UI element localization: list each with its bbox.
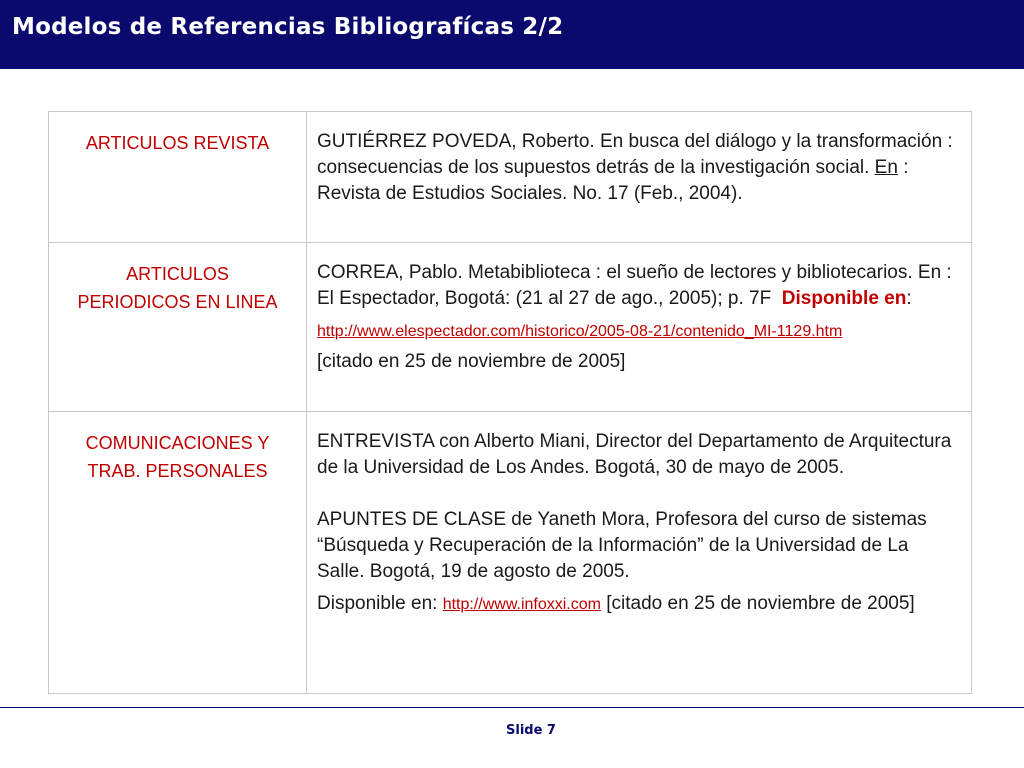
table-row: [49, 243, 972, 412]
reference-text: ENTREVISTA con Alberto Miani, Director del Departamento de Arquitectura de la Universidad de Los Andes. Bogotá, 30 de mayo de 2005.: [317, 431, 952, 478]
category-cell: [49, 243, 307, 412]
slide-title: Modelos de Referencias Bibliografícas 2/2: [12, 14, 564, 40]
reference-text: APUNTES DE CLASE de Yaneth Mora, Profesora del curso de sistemas “Búsqueda y Recuperación de la Información” de la Universidad de La Salle. Bogotá, 19 de agosto de 2005.: [317, 509, 927, 582]
available-label: Disponible en:: [317, 593, 438, 614]
category-label: ARTICULOS REVISTA: [85, 133, 270, 153]
available-label: Disponible en: [781, 288, 907, 309]
category-cell: [49, 412, 307, 694]
reference-text-part: : Revista de Estudios Sociales. No. 17 (Feb., 2004).: [317, 157, 909, 204]
reference-text: [317, 260, 961, 312]
table-row: [49, 412, 972, 694]
category-label: COMUNICACIONES Y: [85, 433, 270, 453]
cited-date: [citado en 25 de noviembre de 2005]: [317, 351, 626, 372]
references-table: [48, 111, 972, 694]
slide-number: Slide 7: [506, 723, 556, 738]
availability-line: [317, 591, 961, 618]
category-label: PERIODICOS EN LINEA: [77, 292, 278, 312]
reference-cell: [307, 243, 972, 412]
category-label: ARTICULOS: [126, 264, 229, 284]
reference-text-part: GUTIÉRREZ POVEDA, Roberto. En busca del diálogo y la transformación : consecuencias de los supuestos detrás de la investigación social.: [317, 131, 953, 178]
url-line: [317, 318, 961, 345]
table-row: [49, 112, 972, 243]
reference-cell: [307, 412, 972, 694]
footer-divider: [0, 707, 1024, 708]
reference-link[interactable]: http://www.elespectador.com/historico/2005-08-21/contenido_MI-1129.htm: [317, 323, 843, 340]
category-cell: [49, 112, 307, 243]
reference-cell: [307, 112, 972, 243]
reference-link[interactable]: http://www.infoxxi.com: [442, 596, 601, 613]
reference-text: [317, 129, 961, 207]
reference-text-part: CORREA, Pablo. Metabiblioteca : el sueño de lectores y bibliotecarios. En : El Espectador, Bogotá: (21 al 27 de ago., 2005); p. 7F: [317, 262, 952, 309]
en-label: En: [874, 157, 898, 178]
cited-date: [citado en 25 de noviembre de 2005]: [606, 593, 915, 614]
title-bar: [0, 0, 1024, 69]
colon: :: [906, 288, 912, 309]
category-label: TRAB. PERSONALES: [87, 461, 268, 481]
